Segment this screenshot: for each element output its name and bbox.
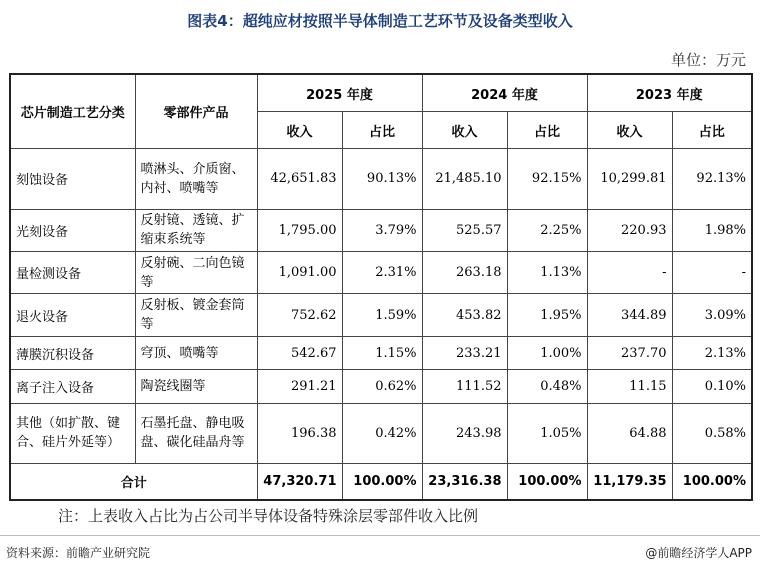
header-product: 零部件产品 xyxy=(135,74,257,149)
share-2023: 0.58% xyxy=(672,403,752,464)
revenue-2024: 111.52 xyxy=(422,370,507,403)
revenue-2025: 1,795.00 xyxy=(257,209,342,251)
header-year-2025: 2025 年度 xyxy=(257,74,422,112)
revenue-2023: 344.89 xyxy=(587,294,672,336)
share-2024: 1.13% xyxy=(507,252,587,294)
total-share-2023: 100.00% xyxy=(672,464,752,500)
row-category: 离子注入设备 xyxy=(10,370,135,403)
table-row xyxy=(10,252,752,294)
share-2023: 1.98% xyxy=(672,209,752,251)
total-share-2024: 100.00% xyxy=(507,464,587,500)
revenue-2024: 233.21 xyxy=(422,336,507,369)
revenue-2024: 243.98 xyxy=(422,403,507,464)
header-category: 芯片制造工艺分类 xyxy=(10,74,135,149)
share-2023: 0.10% xyxy=(672,370,752,403)
share-2023: - xyxy=(672,252,752,294)
header-share: 占比 xyxy=(342,112,422,149)
header-revenue: 收入 xyxy=(587,112,672,149)
row-product: 反射碗、二向色镜等 xyxy=(135,252,257,294)
total-label: 合计 xyxy=(10,464,257,500)
revenue-2024: 263.18 xyxy=(422,252,507,294)
revenue-table xyxy=(9,73,753,501)
figure-title: 图表4：超纯应材按照半导体制造工艺环节及设备类型收入 xyxy=(187,12,573,30)
table-row xyxy=(10,403,752,464)
table-row xyxy=(10,370,752,403)
table-row xyxy=(10,336,752,369)
table-row xyxy=(10,149,752,210)
revenue-2023: 220.93 xyxy=(587,209,672,251)
share-2023: 2.13% xyxy=(672,336,752,369)
share-2025: 0.62% xyxy=(342,370,422,403)
total-row xyxy=(10,464,752,500)
total-revenue-2025: 47,320.71 xyxy=(257,464,342,500)
revenue-2025: 42,651.83 xyxy=(257,149,342,210)
revenue-2024: 525.57 xyxy=(422,209,507,251)
share-2024: 1.05% xyxy=(507,403,587,464)
header-share: 占比 xyxy=(507,112,587,149)
total-revenue-2023: 11,179.35 xyxy=(587,464,672,500)
revenue-2024: 453.82 xyxy=(422,294,507,336)
footer xyxy=(0,535,760,566)
row-category: 量检测设备 xyxy=(10,252,135,294)
revenue-2025: 196.38 xyxy=(257,403,342,464)
row-category: 退火设备 xyxy=(10,294,135,336)
total-revenue-2024: 23,316.38 xyxy=(422,464,507,500)
revenue-2023: 11.15 xyxy=(587,370,672,403)
header-year-2024: 2024 年度 xyxy=(422,74,587,112)
revenue-2024: 21,485.10 xyxy=(422,149,507,210)
row-product: 反射镜、透镜、扩缩束系统等 xyxy=(135,209,257,251)
revenue-2025: 542.67 xyxy=(257,336,342,369)
share-2025: 3.79% xyxy=(342,209,422,251)
table-row xyxy=(10,209,752,251)
share-2023: 92.13% xyxy=(672,149,752,210)
row-product: 穹顶、喷嘴等 xyxy=(135,336,257,369)
revenue-2023: - xyxy=(587,252,672,294)
share-2024: 1.95% xyxy=(507,294,587,336)
unit-label: 单位：万元 xyxy=(670,51,746,69)
share-2024: 1.00% xyxy=(507,336,587,369)
row-product: 陶瓷线圈等 xyxy=(135,370,257,403)
source-label: 资料来源：前瞻产业研究院 xyxy=(6,546,151,560)
share-2023: 3.09% xyxy=(672,294,752,336)
share-2025: 2.31% xyxy=(342,252,422,294)
revenue-2023: 64.88 xyxy=(587,403,672,464)
share-2025: 1.59% xyxy=(342,294,422,336)
total-share-2025: 100.00% xyxy=(342,464,422,500)
header-revenue: 收入 xyxy=(257,112,342,149)
header-share: 占比 xyxy=(672,112,752,149)
table-note: 注：上表收入占比为占公司半导体设备特殊涂层零部件收入比例 xyxy=(58,507,479,525)
revenue-2025: 291.21 xyxy=(257,370,342,403)
revenue-2023: 237.70 xyxy=(587,336,672,369)
revenue-2023: 10,299.81 xyxy=(587,149,672,210)
header-year-2023: 2023 年度 xyxy=(587,74,752,112)
brand-label: @前瞻经济学人APP xyxy=(645,546,752,560)
share-2025: 0.42% xyxy=(342,403,422,464)
row-category: 光刻设备 xyxy=(10,209,135,251)
row-product: 反射板、镀金套筒等 xyxy=(135,294,257,336)
row-product: 石墨托盘、静电吸盘、碳化硅晶舟等 xyxy=(135,403,257,464)
share-2024: 2.25% xyxy=(507,209,587,251)
share-2025: 90.13% xyxy=(342,149,422,210)
revenue-2025: 1,091.00 xyxy=(257,252,342,294)
share-2024: 0.48% xyxy=(507,370,587,403)
row-category: 薄膜沉积设备 xyxy=(10,336,135,369)
row-category: 其他（如扩散、键合、硅片外延等） xyxy=(10,403,135,464)
row-category: 刻蚀设备 xyxy=(10,149,135,210)
table-row xyxy=(10,294,752,336)
share-2024: 92.15% xyxy=(507,149,587,210)
header-revenue: 收入 xyxy=(422,112,507,149)
revenue-2025: 752.62 xyxy=(257,294,342,336)
share-2025: 1.15% xyxy=(342,336,422,369)
row-product: 喷淋头、介质窗、内衬、喷嘴等 xyxy=(135,149,257,210)
